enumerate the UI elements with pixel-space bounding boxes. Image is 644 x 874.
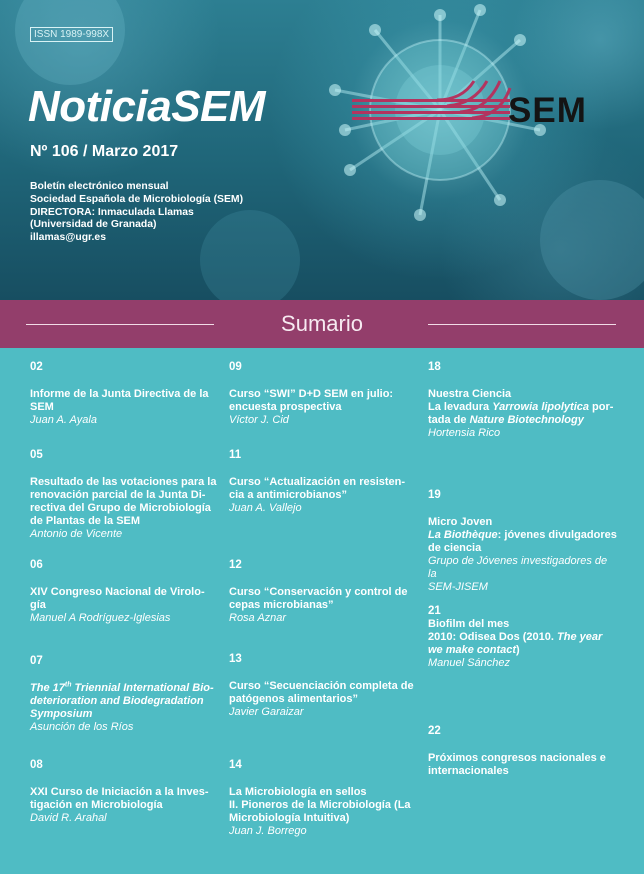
page-number: 12 — [229, 559, 242, 571]
entry-title — [30, 682, 220, 695]
entry-title: La Microbiología en sellos — [229, 786, 367, 798]
page-number: 02 — [30, 361, 43, 373]
entry-author: Juan A. Ayala — [30, 414, 97, 426]
page-number: 13 — [229, 653, 242, 665]
entry-author: Asunción de los Ríos — [30, 721, 134, 733]
email-link[interactable]: illamas@ugr.es — [30, 232, 106, 244]
summary-entry[interactable] — [30, 758, 220, 825]
entry-title: II. Pioneros de la Microbiología (La — [229, 799, 411, 811]
entry-author: Rosa Aznar — [229, 612, 287, 624]
sem-logo-text: SEM — [508, 91, 587, 130]
summary-entry[interactable] — [30, 360, 220, 427]
entry-title — [30, 695, 220, 708]
page-number: 14 — [229, 759, 242, 771]
masthead-line: (Universidad de Granada) — [30, 219, 157, 231]
summary-entry[interactable] — [229, 360, 419, 427]
entry-title-part: deterioration and Biodegradation — [30, 695, 204, 707]
entry-author: Manuel Sánchez — [428, 657, 510, 669]
summary-entry[interactable] — [30, 558, 220, 625]
entry-title — [428, 401, 618, 414]
divider-right — [428, 324, 616, 325]
page-number: 07 — [30, 655, 43, 667]
entry-title: Informe de la Junta Directiva de la — [30, 388, 209, 400]
entry-title: encuesta prospectiva — [229, 401, 342, 413]
entry-title — [428, 631, 618, 644]
summary-band — [0, 300, 644, 348]
ordinal-suffix: th — [64, 681, 72, 689]
masthead-info — [30, 181, 243, 245]
entry-author: Manuel A Rodríguez-Iglesias — [30, 612, 171, 624]
entry-title-part: 2010: Odisea Dos (2010. — [428, 631, 558, 643]
section-heading: Biofilm del mes — [428, 618, 510, 630]
entry-title-part: Triennial International Bio- — [71, 682, 214, 694]
entry-title-part: ) — [516, 644, 520, 656]
summary-entry[interactable] — [229, 652, 419, 719]
entry-title: SEM — [30, 401, 54, 413]
entry-title: Próximos congresos nacionales e — [428, 752, 606, 764]
page-number: 18 — [428, 361, 441, 373]
entry-title — [428, 644, 618, 657]
entry-title: tigación en Microbiología — [30, 799, 163, 811]
summary-entry[interactable] — [30, 448, 220, 541]
entry-title: de ciencia — [428, 542, 482, 554]
page-number: 06 — [30, 559, 43, 571]
journal-name: Nature Biotechnology — [469, 414, 584, 426]
entry-author: Víctor J. Cid — [229, 414, 289, 426]
entry-title-part: por- — [589, 401, 614, 413]
masthead-line: Sociedad Española de Microbiología (SEM) — [30, 193, 244, 205]
entry-title — [428, 414, 618, 427]
summary-entry[interactable] — [428, 604, 618, 670]
page-number: 22 — [428, 725, 441, 737]
species-name: Yarrowia lipolytica — [492, 401, 589, 413]
entry-title-part: we make contact — [428, 644, 517, 656]
page-number: 09 — [229, 361, 242, 373]
entry-title: gía — [30, 599, 46, 611]
entry-title: cia a antimicrobianos” — [229, 489, 347, 501]
entry-author: SEM-JISEM — [428, 581, 488, 593]
entry-title: de Plantas de la SEM — [30, 515, 141, 527]
entry-title: patógenos alimentarios” — [229, 693, 358, 705]
issue-number: Nº 106 / Marzo 2017 — [30, 143, 179, 160]
summary-entry[interactable] — [229, 558, 419, 625]
entry-title: Microbiología Intuitiva) — [229, 812, 350, 824]
entry-author: Grupo de Jóvenes investigadores de la — [428, 555, 608, 580]
masthead-line: DIRECTORA: Inmaculada Llamas — [30, 206, 194, 218]
entry-title-part: La Biothèque — [428, 529, 498, 541]
page-number: 19 — [428, 489, 441, 501]
section-heading: Nuestra Ciencia — [428, 388, 512, 400]
entry-title: internacionales — [428, 765, 509, 777]
masthead-line: Boletín electrónico mensual — [30, 181, 169, 192]
entry-title: rectiva del Grupo de Microbiología — [30, 502, 211, 514]
entry-title — [30, 708, 220, 721]
entry-title-part: The year — [557, 631, 603, 643]
hero-banner — [0, 0, 644, 300]
summary-entry[interactable] — [30, 654, 220, 734]
entry-title: Curso “SWI” D+D SEM en julio: — [229, 388, 394, 400]
page-number: 21 — [428, 605, 441, 617]
summary-entry[interactable] — [428, 488, 618, 594]
entry-author: Juan J. Borrego — [229, 825, 307, 837]
entry-author: David R. Arahal — [30, 812, 107, 824]
issn-label: ISSN 1989-998X — [30, 27, 113, 42]
summary-entry[interactable] — [229, 448, 419, 515]
summary-entry[interactable] — [428, 360, 618, 440]
entry-author: Javier Garaizar — [229, 706, 304, 718]
entry-title: Curso “Secuenciación completa de — [229, 680, 414, 692]
entry-author: Juan A. Vallejo — [229, 502, 302, 514]
page-number: 05 — [30, 449, 43, 461]
entry-title-part: La levadura — [428, 401, 493, 413]
entry-title: Curso “Conservación y control de — [229, 586, 408, 598]
entry-title: Curso “Actualización en resisten- — [229, 476, 406, 488]
page-number: 11 — [229, 449, 242, 461]
entry-author: Antonio de Vicente — [30, 528, 123, 540]
entry-title: XXI Curso de Iniciación a la Inves- — [30, 786, 209, 798]
entry-title: renovación parcial de la Junta Di- — [30, 489, 206, 501]
entry-title — [428, 529, 618, 542]
newsletter-title: NoticiaSEM — [28, 82, 266, 131]
summary-heading: Sumario — [281, 311, 363, 336]
entry-author: Hortensia Rico — [428, 427, 501, 439]
entry-title: XIV Congreso Nacional de Virolo- — [30, 586, 205, 598]
section-heading: Micro Joven — [428, 516, 493, 528]
entry-title-part: : jóvenes divulgadores — [497, 529, 617, 541]
entry-title-part: tada de — [428, 414, 470, 426]
entry-title-part: Symposium — [30, 708, 93, 720]
entry-title-part: The 17 — [30, 682, 65, 694]
summary-entry[interactable] — [229, 758, 419, 838]
summary-entry[interactable] — [428, 724, 618, 778]
page-number: 08 — [30, 759, 43, 771]
entry-title: Resultado de las votaciones para la — [30, 476, 217, 488]
entry-title: cepas microbianas” — [229, 599, 334, 611]
